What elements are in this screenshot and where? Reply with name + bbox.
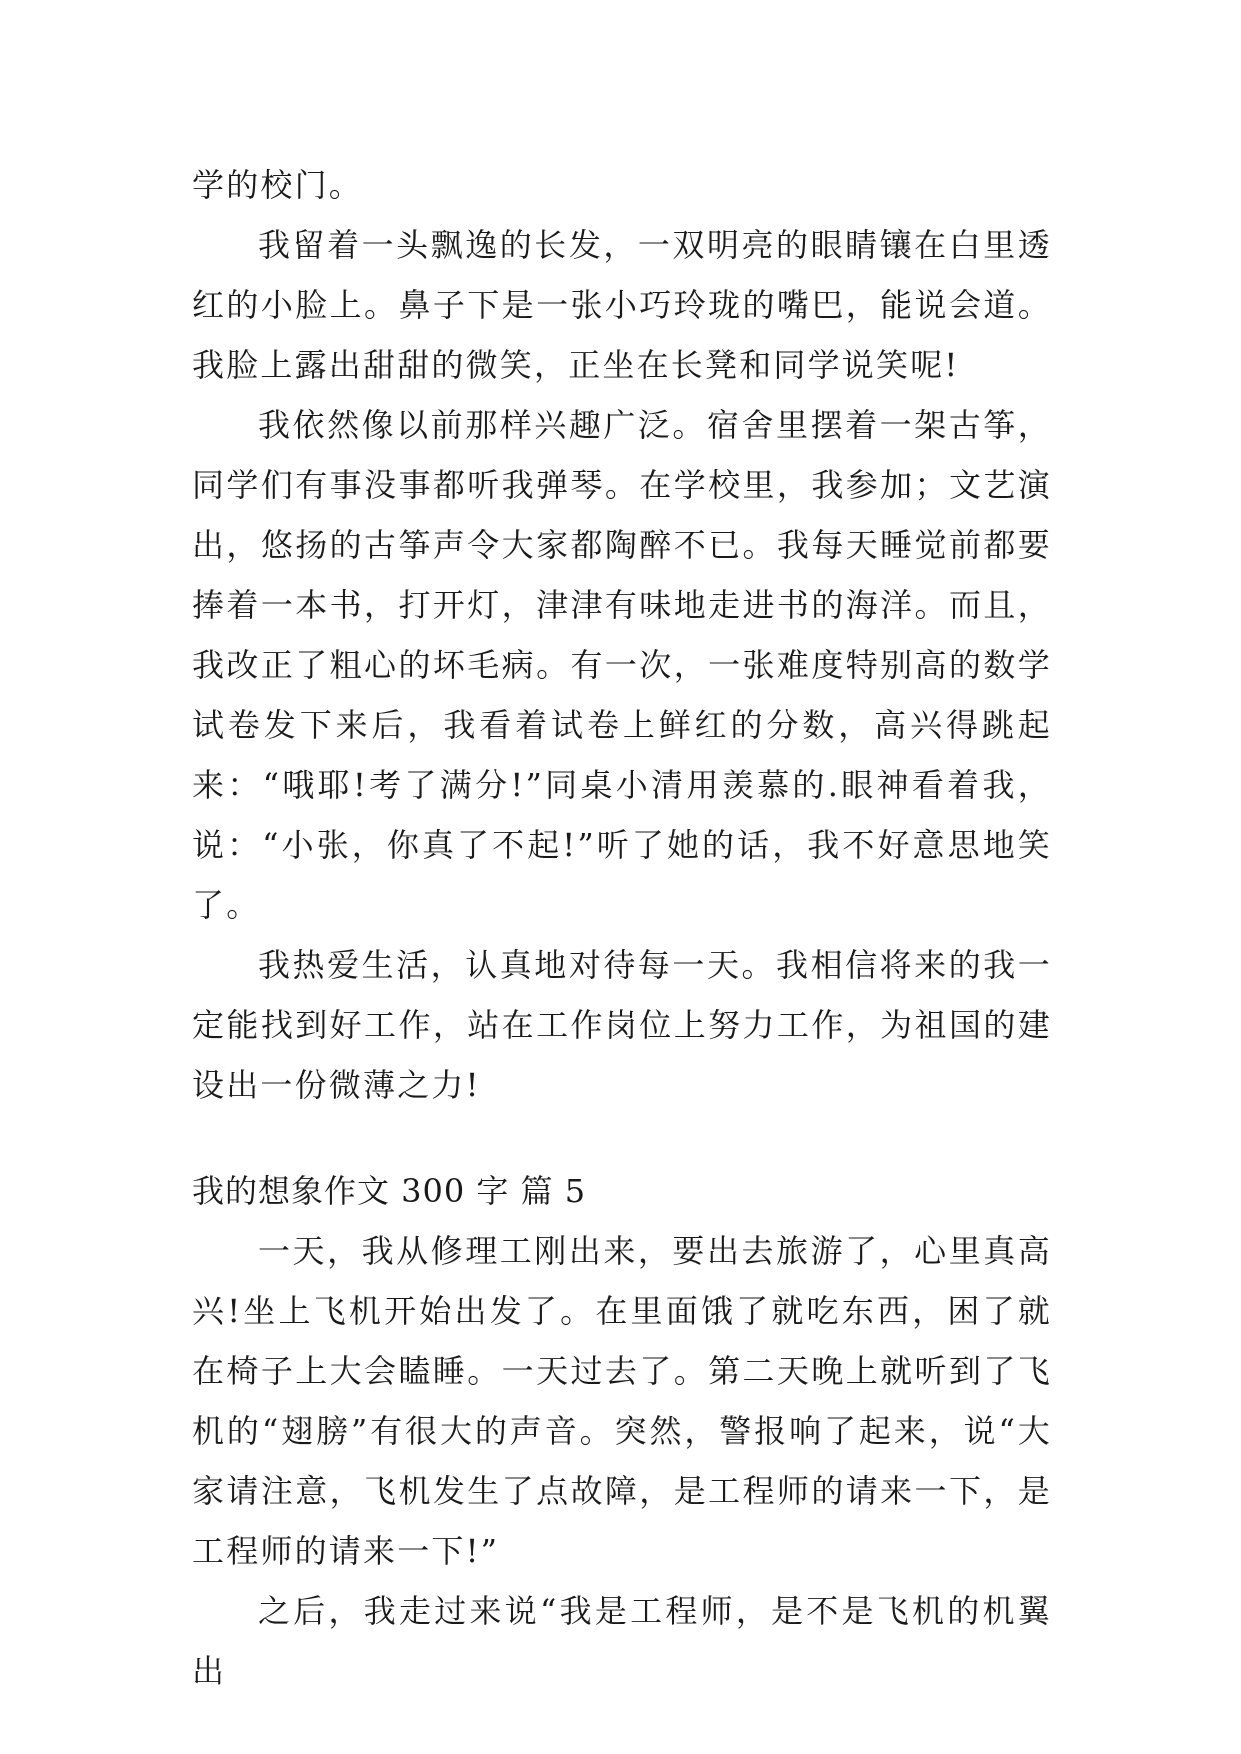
paragraph-hobbies: 我依然像以前那样兴趣广泛。宿舍里摆着一架古筝，同学们有事没事都听我弹琴。在学校里，我参加；文艺演出，悠扬的古筝声令大家都陶醉不已。我每天睡觉前都要捧着一本书，打开灯，津津有味地走进书的海洋。而且，我改正了粗心的坏毛病。有一次，一张难度特别高的数学试卷发下来后，我看着试卷上鲜红的分数，高兴得跳起来：“哦耶!考了满分!”同桌小清用羡慕的.眼神看着我，说：“小张，你真了不起!”听了她的话，我不好意思地笑了。 — [192, 406, 1052, 924]
paragraph-future: 我热爱生活，认真地对待每一天。我相信将来的我一定能找到好工作，站在工作岗位上努力工作，为祖国的建设出一份微薄之力! — [192, 946, 1052, 1104]
paragraph-continuation: 学的校门。 — [192, 166, 364, 204]
paragraph-flight: 一天，我从修理工刚出来，要出去旅游了，心里真高兴!坐上飞机开始出发了。在里面饿了就吃东西，困了就在椅子上大会瞌睡。一天过去了。第二天晚上就听到了飞机的“翅膀”有很大的声音。突然，警报响了起来，说“大家请注意，飞机发生了点故障，是工程师的请来一下，是工程师的请来一下!” — [192, 1232, 1052, 1570]
paragraph-engineer: 之后，我走过来说“我是工程师，是不是飞机的机翼出 — [192, 1592, 1052, 1690]
section-title: 我的想象作文 300 字 篇 5 — [192, 1172, 587, 1210]
paragraph-appearance: 我留着一头飘逸的长发，一双明亮的眼睛镶在白里透红的小脸上。鼻子下是一张小巧玲珑的嘴巴，能说会道。我脸上露出甜甜的微笑，正坐在长凳和同学说笑呢! — [192, 226, 1052, 384]
document-body — [192, 155, 1052, 1701]
